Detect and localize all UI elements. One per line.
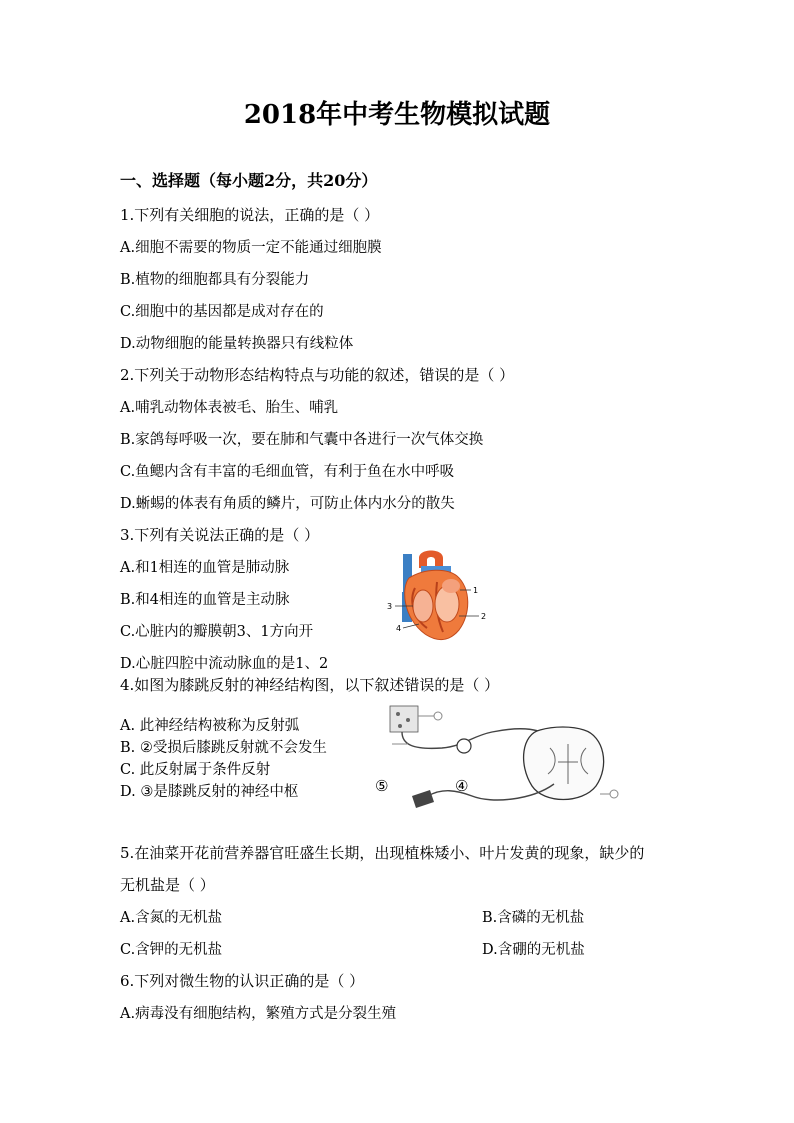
question-4-stem: 4.如图为膝跳反射的神经结构图，以下叙述错误的是（ ）	[120, 676, 500, 694]
section-heading: 一、选择题（每小题2分，共20分）	[120, 171, 378, 190]
heart-label-4: 4	[396, 624, 402, 633]
reflex-label-5: ⑤	[375, 777, 389, 795]
question-3-option-a: A.和1相连的血管是肺动脉	[120, 560, 290, 576]
question-6-option-a: A.病毒没有细胞结构，繁殖方式是分裂生殖	[120, 1006, 397, 1022]
heart-label-2: 2	[481, 612, 487, 621]
question-1-option-d: D.动物细胞的能量转换器只有线粒体	[120, 336, 354, 352]
circle-label-1	[434, 712, 442, 720]
page-title: 2018年中考生物模拟试题	[243, 100, 551, 130]
question-5-option-c: C.含钾的无机盐	[120, 942, 223, 958]
question-2-option-b: B.家鸽每呼吸一次，要在肺和气囊中各进行一次气体交换	[120, 432, 484, 448]
question-2-stem: 2.下列关于动物形态结构特点与功能的叙述，错误的是（ ）	[120, 366, 515, 384]
heart-label-3: 3	[387, 602, 393, 611]
circle-label-3	[610, 790, 618, 798]
ganglion	[457, 739, 471, 753]
question-6-stem: 6.下列对微生物的认识正确的是（ ）	[120, 972, 365, 990]
question-3-option-b: B.和4相连的血管是主动脉	[120, 592, 290, 608]
question-3-option-d: D.心脏四腔中流动脉血的是1、2	[120, 656, 329, 672]
right-ventricle	[413, 590, 433, 622]
question-5-option-b: B.含磷的无机盐	[482, 910, 585, 926]
effector-muscle	[412, 790, 434, 808]
question-5-stem-line-1: 5.在油菜开花前营养器官旺盛生长期，出现植株矮小、叶片发黄的现象，缺少的	[120, 844, 645, 862]
left-atrium	[442, 579, 460, 593]
spinal-cord	[524, 727, 604, 800]
aorta-arch	[419, 551, 443, 569]
question-4-option-c: C. 此反射属于条件反射	[120, 762, 271, 778]
question-3-stem: 3.下列有关说法正确的是（ ）	[120, 526, 320, 544]
question-1-option-b: B.植物的细胞都具有分裂能力	[120, 272, 310, 288]
question-5-option-a: A.含氮的无机盐	[120, 910, 223, 926]
question-3-option-c: C.心脏内的瓣膜朝3、1方向开	[120, 624, 314, 640]
heart-diagram	[385, 548, 493, 644]
question-4-option-b: B. ②受损后膝跳反射就不会发生	[120, 740, 327, 756]
reflex-label-4: ④	[455, 777, 469, 795]
question-4-option-a: A. 此神经结构被称为反射弧	[120, 718, 300, 734]
receptor-block	[390, 706, 418, 732]
question-2-option-a: A.哺乳动物体表被毛、胎生、哺乳	[120, 400, 339, 416]
question-5-stem-line-2: 无机盐是（ ）	[120, 876, 215, 894]
question-1-option-c: C.细胞中的基因都是成对存在的	[120, 304, 324, 320]
question-1-option-a: A.细胞不需要的物质一定不能通过细胞膜	[120, 240, 382, 256]
heart-label-1: 1	[473, 586, 479, 595]
question-2-option-d: D.蜥蜴的体表有角质的鳞片，可防止体内水分的散失	[120, 496, 455, 512]
question-5-option-d: D.含硼的无机盐	[482, 942, 585, 958]
question-4-option-d: D. ③是膝跳反射的神经中枢	[120, 784, 299, 800]
reflex-arc-diagram	[372, 704, 632, 812]
question-1-stem: 1.下列有关细胞的说法，正确的是（ ）	[120, 206, 380, 224]
question-2-option-c: C.鱼鳃内含有丰富的毛细血管，有利于鱼在水中呼吸	[120, 464, 455, 480]
